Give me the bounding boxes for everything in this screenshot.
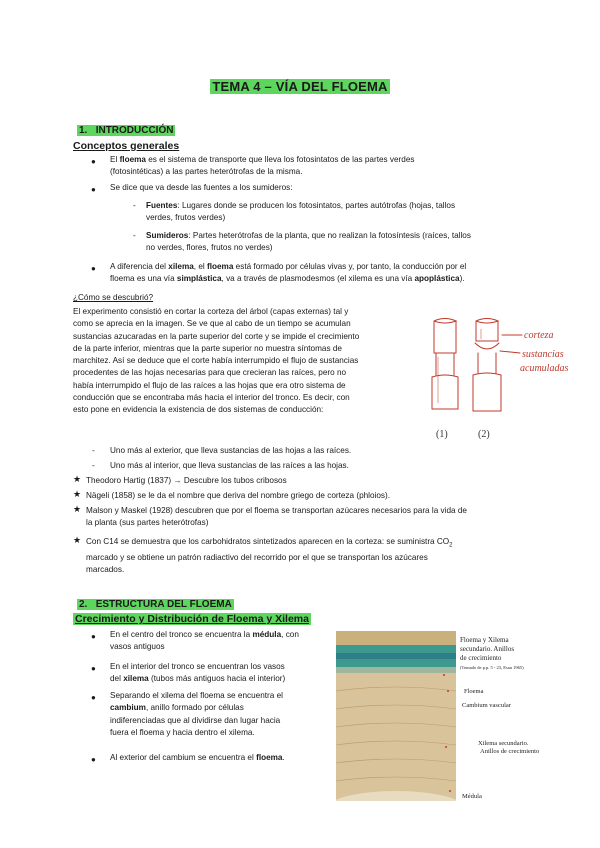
dash-interior: Uno más al interior, que lleva sustancias de las raíces a las hojas. — [110, 461, 349, 470]
dash: - — [133, 231, 136, 240]
trunk-micrograph — [336, 631, 456, 801]
label-sustancias: sustancias — [522, 349, 564, 360]
section1-subheading: Conceptos generales — [73, 140, 180, 152]
item-sumideros: Sumideros: Partes heterótrofas de la planta, que no realizan la fotosíntesis (raíces, tallos no verdes, flores, frutos no verdes) — [146, 231, 471, 253]
star-nageli: Nägeli (1858) se le da el nombre que deriva del nombre griego de corteza (phloios). — [86, 491, 391, 500]
label-acumuladas: acumuladas — [520, 363, 569, 374]
section2-title: ESTRUCTURA DEL FLOEMA — [95, 599, 232, 610]
section2-subheading: Crecimiento y Distribución de Floema y Xilema — [75, 613, 309, 625]
photo-title-2: secundario. Anillos — [460, 645, 515, 653]
star-icon: ★ — [73, 474, 82, 484]
star-hartig: Theodoro Hartig (1837) → Descubre los tubos cribosos — [86, 476, 287, 485]
photo-source: (Tomado de p.p. 5 - 23, Esau 1965) — [460, 665, 524, 670]
dash: - — [92, 446, 95, 455]
section1-heading — [77, 125, 175, 136]
star-c14: Con C14 se demuestra que los carbohidratos sintetizados aparecen en la corteza: se suministra $CO_2$ marcado y se obtiene un patrón radiactivo del recorrido por el que se transportan los azúcares marcados. — [86, 537, 453, 575]
label-xilema-2: Anillos de crecimiento — [480, 748, 540, 755]
bullet-floema: El floema es el sistema de transporte que lleva los fotosintatos de las partes verdes (fotosintéticas) a las partes heterótrofas de la misma. — [110, 155, 415, 177]
label-1: (1) — [436, 429, 448, 440]
experiment-paragraph: El experimento consistió en cortar la corteza del árbol (capas externas) tal y como se aprecia en la imagen. Se ve que al cabo de un tiempo se acumulan sustancias azucaradas en la parte superior del corte y se impide el crecimiento de la parte inferior, mientras que la parte superior no muestra síntomas de marchitez. Así se deduce que el corte había interrumpido el flujo de sustancias procedentes de las hojas necesarias para que crecieran las raíces, pero no había interrumpido el flujo de las raíces a las hojas que era otro sistema de conducción que se encontraba más hacia el interior del tronco. Es decir, con esto pone en evidencia la existencia de dos sistemas de conducción: — [73, 307, 360, 415]
bullet-xilema-floema: A diferencia del xilema, el floema está formado por células vivas y, por tanto, la conducción por el floema es una vía simplástica, va a través de plasmodesmos (el xilema es una vía apoplástica). — [110, 262, 467, 284]
question-heading: ¿Cómo se descubrió? — [73, 293, 154, 302]
bullet-dot: ● — [91, 157, 96, 166]
bullet-medula: En el centro del tronco se encuentra la médula, con vasos antiguos — [110, 630, 299, 652]
star-icon: ★ — [73, 489, 82, 499]
bullet-dot: ● — [91, 632, 96, 641]
dash-exterior: Uno más al exterior, que lleva sustancias de las hojas a las raíces. — [110, 446, 352, 455]
dash: - — [92, 461, 95, 470]
title-wrap — [0, 78, 600, 96]
section1-number: 1. — [79, 125, 88, 136]
section2-number: 2. — [79, 599, 88, 610]
star-malson: Malson y Maskel (1928) descubren que por el floema se transportan azúcares necesarios para la vida de la planta (sus partes heterótrofas) — [86, 506, 467, 528]
star-icon: ★ — [73, 535, 82, 545]
bullet-dot: ● — [91, 185, 96, 194]
label-medula: Médula — [462, 793, 482, 800]
bullet-fuentes-sumideros: Se dice que va desde las fuentes a los sumideros: — [110, 183, 293, 192]
photo-title-3: de crecimiento — [460, 654, 502, 662]
section2-heading — [77, 599, 234, 610]
label-2: (2) — [478, 429, 490, 440]
label-cambium: Cambium vascular — [462, 702, 511, 709]
item-fuentes: Fuentes: Lugares donde se producen los fotosintatos, partes autótrofas (hojas, tallos verdes, frutos verdes) — [146, 201, 456, 223]
bullet-cambium: Separando el xilema del floema se encuentra el cambium, anillo formado por células indiferenciadas que al dividirse dan lugar hacia fuera el floema y hacia dentro el xilema. — [110, 691, 283, 737]
label-xilema-1: Xilema secundario. — [478, 740, 529, 747]
bullet-dot: ● — [91, 693, 96, 702]
dash: - — [133, 201, 136, 210]
experiment-sketch — [418, 313, 590, 443]
bullet-dot: ● — [91, 264, 96, 273]
bullet-dot: ● — [91, 664, 96, 673]
bullet-dot: ● — [91, 755, 96, 764]
photo-title-1: Floema y Xilema — [460, 636, 509, 644]
bullet-floema-exterior: Al exterior del cambium se encuentra el floema. — [110, 753, 285, 762]
page-title: TEMA 4 – VÍA DEL FLOEMA — [212, 79, 388, 94]
label-floema: Floema — [464, 688, 484, 695]
label-corteza: corteza — [524, 330, 554, 341]
bullet-xilema: En el interior del tronco se encuentran los vasos del xilema (tubos más antiguos hacia el interior) — [110, 662, 286, 684]
section1-title: INTRODUCCIÓN — [95, 125, 174, 136]
star-icon: ★ — [73, 504, 82, 514]
